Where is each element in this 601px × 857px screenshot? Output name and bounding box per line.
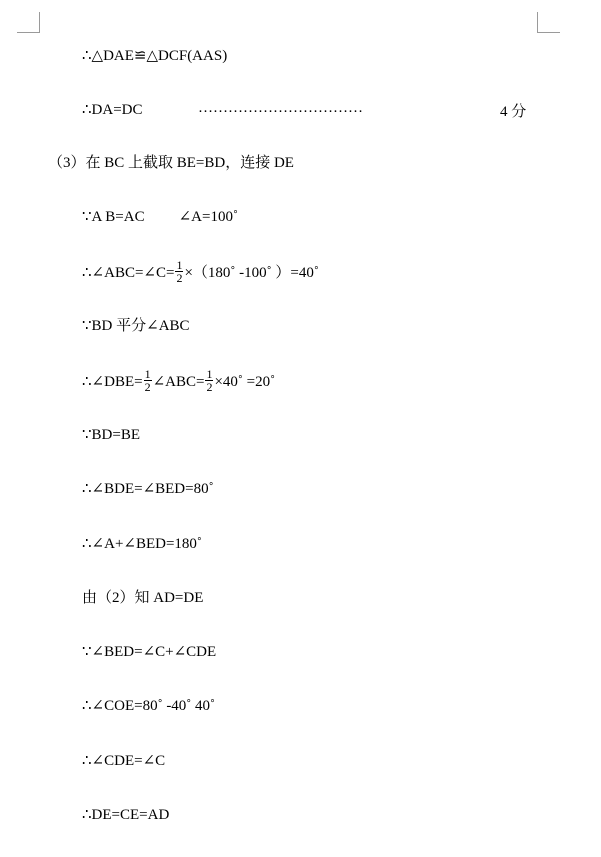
proof-line-11: 由（2）知 AD=DE: [82, 590, 204, 606]
leader-dots: ……………………………: [198, 100, 363, 116]
fraction-denominator: 2: [144, 380, 151, 394]
proof-line-5: [82, 258, 319, 285]
proof-line-13: ∴∠COE=80˚ -40˚ 40˚: [82, 698, 216, 714]
fraction-one-half: [175, 259, 183, 284]
given-angle-a: ∠A=100˚: [178, 209, 238, 225]
page-corner-mark-top-left: [17, 12, 40, 33]
part-3-heading: （3）在 BC 上截取 BE=BD，连接 DE: [48, 155, 294, 171]
proof-line-2: ∴DA=DC: [82, 102, 143, 118]
proof-line-7: [82, 367, 276, 394]
angle-calc: ×（180˚ -100˚ ）=40˚: [184, 264, 319, 281]
angle-abc-equals: ∴∠ABC=∠C=: [82, 264, 175, 281]
fraction-one-half: [205, 368, 213, 393]
angle-result: ×40˚ =20˚: [214, 373, 276, 390]
fraction-numerator: 1: [176, 258, 183, 272]
proof-line-15: ∴DE=CE=AD: [82, 807, 170, 823]
page-corner-mark-top-right: [537, 12, 560, 33]
fraction-denominator: 2: [176, 271, 183, 285]
fraction-numerator: 1: [144, 367, 151, 381]
score-label: 4 分: [500, 104, 527, 120]
proof-line-4: [82, 207, 238, 227]
fraction-numerator: 1: [206, 367, 213, 381]
fraction-denominator: 2: [206, 380, 213, 394]
proof-line-14: ∴∠CDE=∠C: [82, 753, 166, 769]
proof-line-8: ∵BD=BE: [82, 427, 141, 443]
proof-line-12: ∵∠BED=∠C+∠CDE: [82, 644, 217, 660]
angle-abc-term: ∠ABC=: [152, 373, 205, 390]
proof-line-1: ∴△DAE≌△DCF(AAS): [82, 48, 228, 64]
angle-dbe-equals: ∴∠DBE=: [82, 373, 143, 390]
fraction-one-half: [144, 368, 152, 393]
proof-line-9: ∴∠BDE=∠BED=80˚: [82, 481, 214, 497]
given-ab-ac: ∵A B=AC: [82, 209, 145, 225]
proof-line-10: ∴∠A+∠BED=180˚: [82, 536, 202, 552]
proof-line-6: ∵BD 平分∠ABC: [82, 318, 190, 334]
